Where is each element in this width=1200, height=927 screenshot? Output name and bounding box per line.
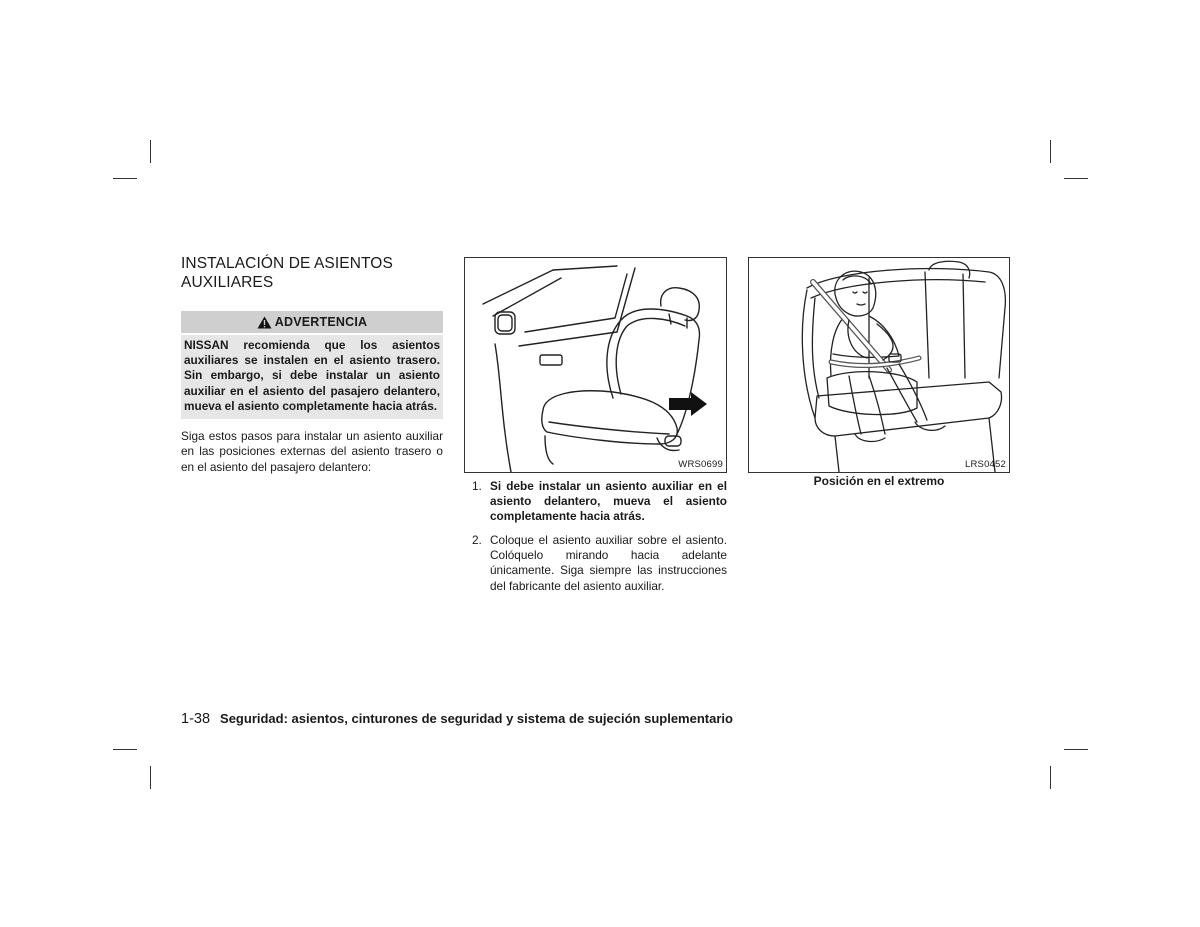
crop-mark xyxy=(113,749,137,750)
warning-text: NISSAN recomienda que los asientos auxiliares se instalen en el asiento trasero. Sin embargo, si debe instalar un asiento auxiliar en el asiento del pasajero delantero, mueva el asiento completamente hacia atrás. xyxy=(181,335,443,419)
figure-code: LRS0452 xyxy=(964,459,1006,470)
section-title xyxy=(181,254,443,292)
step-list xyxy=(472,479,727,603)
warning-triangle-icon xyxy=(257,316,272,329)
step-number: 1. xyxy=(472,479,482,493)
figure-caption: Posición en el extremo xyxy=(813,474,945,488)
step-item xyxy=(472,479,727,524)
front-seat-illustration xyxy=(465,258,726,472)
section-title-line1: INSTALACIÓN DE ASIENTOS xyxy=(181,255,393,272)
page-footer xyxy=(181,711,733,727)
chapter-title: Seguridad: asientos, cinturones de seguridad y sistema de sujeción suplementario xyxy=(220,711,733,726)
crop-mark xyxy=(113,178,137,179)
step-text: Si debe instalar un asiento auxiliar en el asiento delantero, mueva el asiento completamente hacia atrás. xyxy=(490,479,727,524)
figure-code: WRS0699 xyxy=(678,459,723,470)
step-item xyxy=(472,533,727,593)
crop-mark xyxy=(150,766,151,789)
section-title-line2: AUXILIARES xyxy=(181,274,274,291)
crop-mark xyxy=(1050,766,1051,789)
intro-paragraph: Siga estos pasos para instalar un asiento auxiliar en las posiciones externas del asiento trasero o en el asiento del pasajero delantero: xyxy=(181,429,443,474)
crop-mark xyxy=(150,140,151,163)
figure-front-seat xyxy=(464,257,727,473)
left-column xyxy=(181,254,443,475)
page-number: 1-38 xyxy=(181,711,211,727)
arrow-icon xyxy=(669,392,707,416)
figure-booster-seat xyxy=(748,257,1010,473)
crop-mark xyxy=(1064,749,1088,750)
step-number: 2. xyxy=(472,533,482,548)
crop-mark xyxy=(1050,140,1051,163)
warning-label: ADVERTENCIA xyxy=(274,315,368,329)
warning-header xyxy=(181,311,443,333)
booster-seat-illustration xyxy=(749,258,1009,472)
step-text: Coloque el asiento auxiliar sobre el asiento. Colóquelo mirando hacia adelante únicamente. Siga siempre las instrucciones del fabricante del asiento auxiliar. xyxy=(490,533,727,593)
crop-mark xyxy=(1064,178,1088,179)
